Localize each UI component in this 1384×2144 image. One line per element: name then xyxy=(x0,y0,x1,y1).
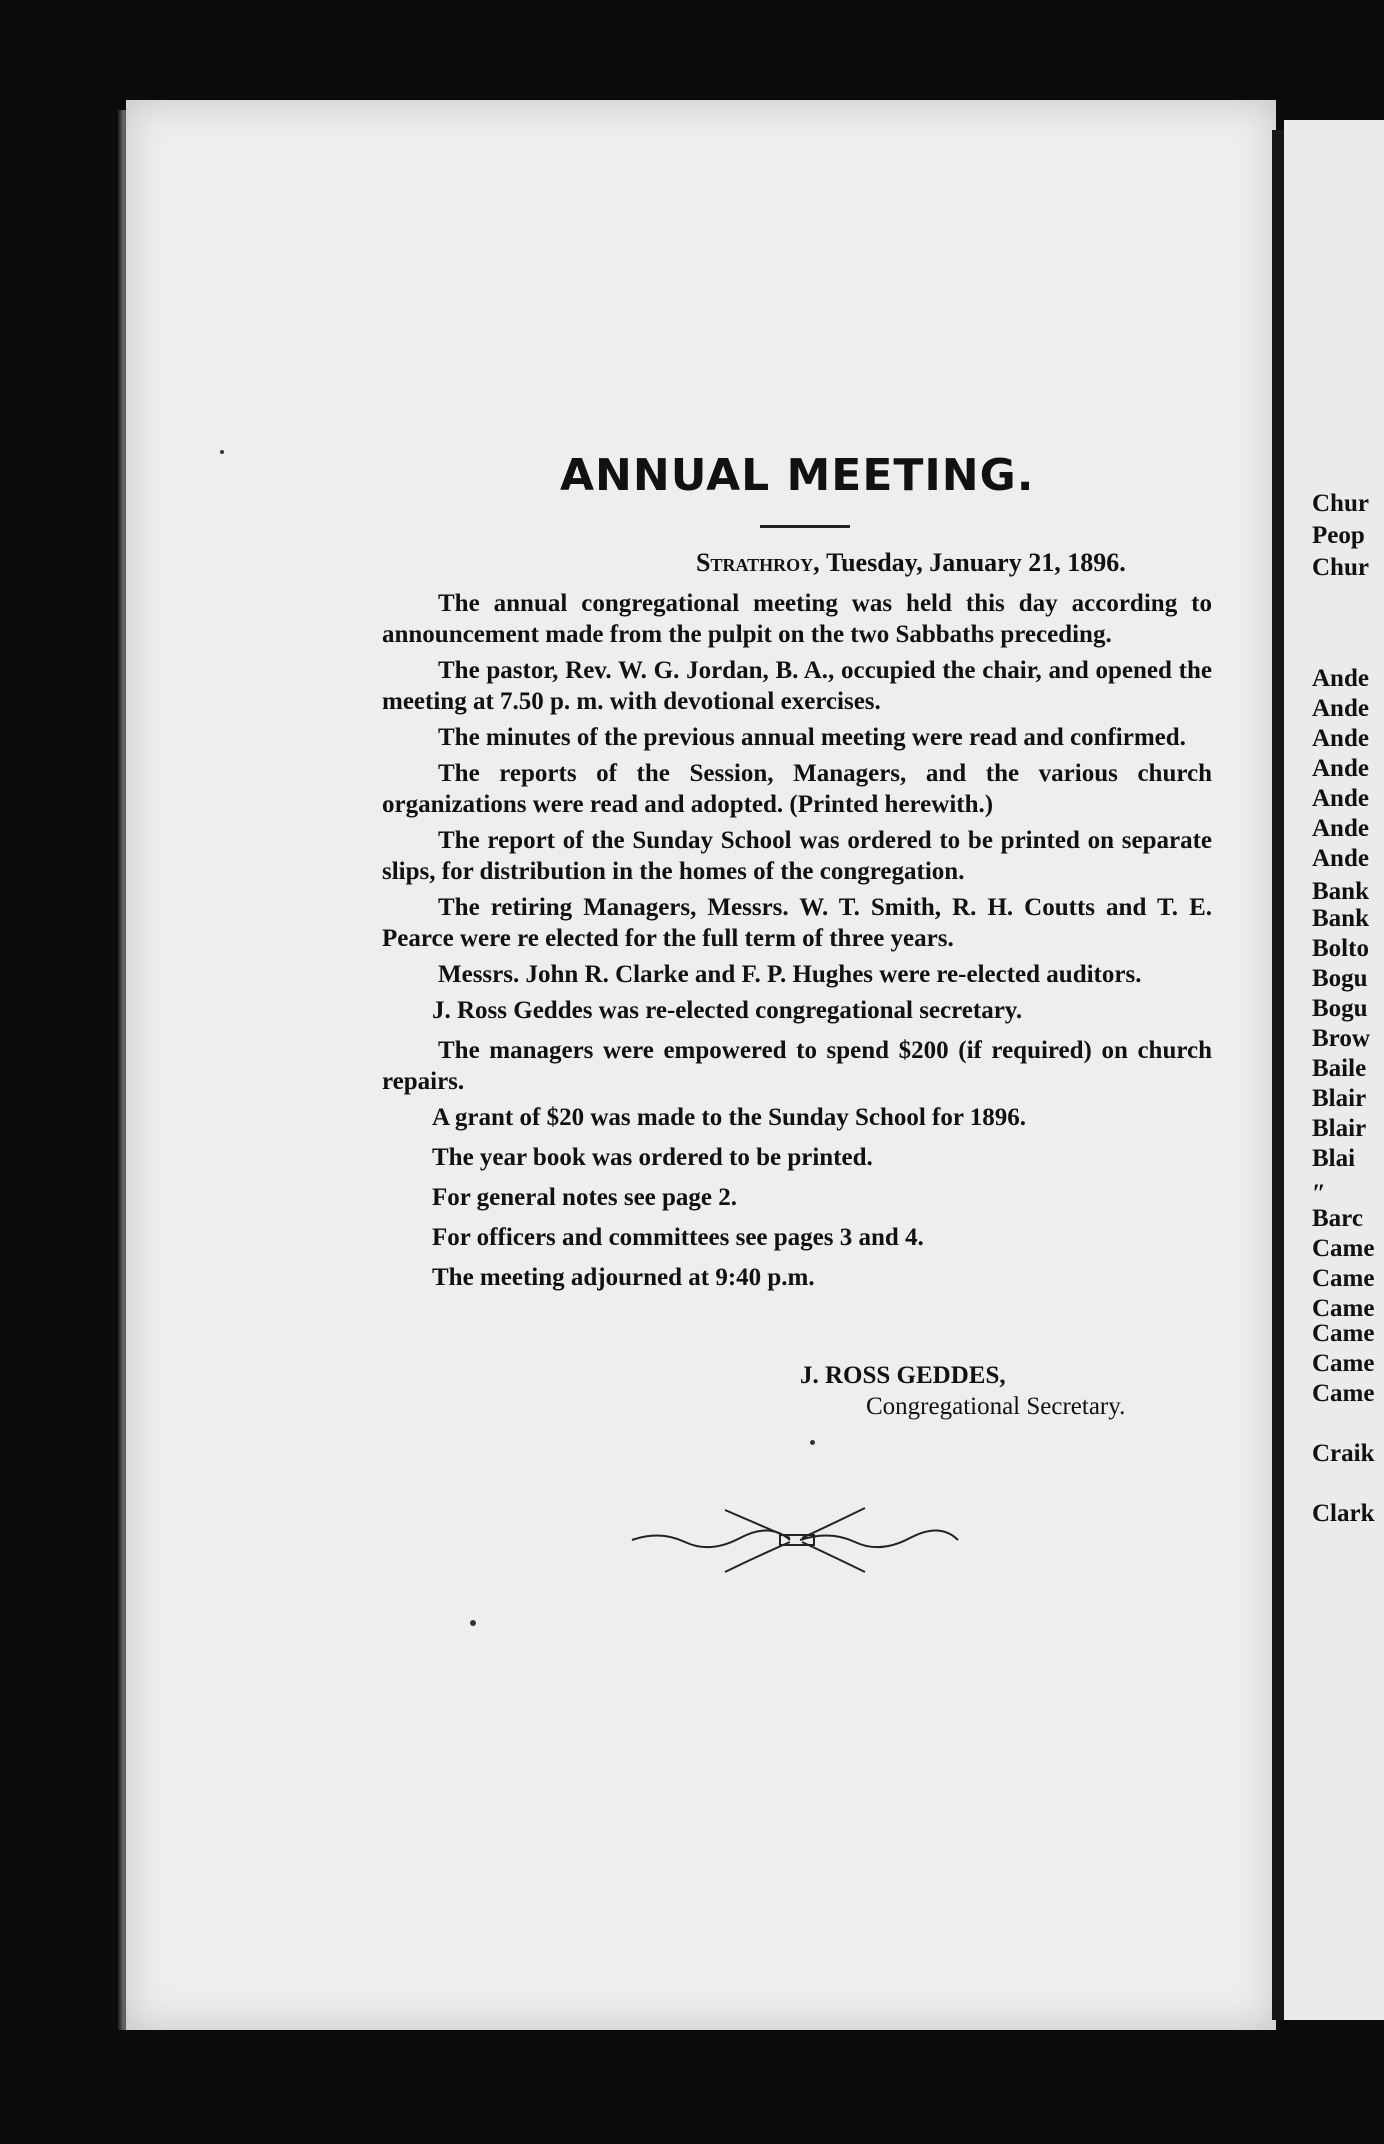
facing-page-line: Ande xyxy=(1312,845,1369,872)
facing-page-line: Blai xyxy=(1312,1145,1356,1172)
facing-page-line: Barc xyxy=(1312,1205,1363,1232)
minute-line: J. Ross Geddes was re-elected congregational secretary. xyxy=(432,997,1023,1024)
facing-page-line: Baile xyxy=(1312,1055,1367,1082)
facing-page-line: Chur xyxy=(1312,490,1369,517)
facing-page-line: Came xyxy=(1312,1380,1375,1407)
title-rule xyxy=(760,525,850,528)
facing-page-line: ″ xyxy=(1312,1180,1326,1207)
minute-line: A grant of $20 was made to the Sunday School for 1896. xyxy=(432,1104,1027,1131)
facing-page-line: Clark xyxy=(1312,1500,1375,1527)
facing-page-line: Bank xyxy=(1312,905,1369,932)
signature-name: J. ROSS GEDDES, xyxy=(800,1362,1006,1389)
minute-line: For officers and committees see pages 3 and 4. xyxy=(432,1224,924,1251)
facing-page-line: Craik xyxy=(1312,1440,1375,1467)
minutes-body xyxy=(382,588,1212,1302)
book-gutter xyxy=(1272,130,1284,2020)
minute-line: For general notes see page 2. xyxy=(432,1184,738,1211)
dateline-place: Strathroy, xyxy=(696,548,820,577)
signature-title: Congregational Secretary. xyxy=(866,1393,1126,1420)
facing-page-line: Came xyxy=(1312,1265,1375,1292)
dateline xyxy=(696,548,1216,578)
paragraph: The pastor, Rev. W. G. Jordan, B. A., occupied the chair, and opened the meeting at 7.50 p. m. with devotional exercises. xyxy=(382,657,1212,715)
facing-page-line: Ande xyxy=(1312,695,1369,722)
facing-page-line: Came xyxy=(1312,1235,1375,1262)
paper-speck xyxy=(470,1620,476,1626)
paragraph: The minutes of the previous annual meeting were read and confirmed. xyxy=(438,724,1186,751)
facing-page-line: Came xyxy=(1312,1320,1375,1347)
facing-page-line: Blair xyxy=(1312,1115,1367,1142)
facing-page-line: Bogu xyxy=(1312,965,1368,992)
facing-page-line: Ande xyxy=(1312,815,1369,842)
dateline-date: Tuesday, January 21, 1896. xyxy=(826,548,1126,577)
paragraph: The retiring Managers, Messrs. W. T. Smith, R. H. Coutts and T. E. Pearce were re elected for the full term of three years. xyxy=(382,894,1212,952)
facing-page-line: Brow xyxy=(1312,1025,1370,1052)
facing-page-line: Bank xyxy=(1312,878,1369,905)
minute-line: The year book was ordered to be printed. xyxy=(432,1144,873,1171)
paper-speck xyxy=(220,450,224,454)
facing-page-line: Bolto xyxy=(1312,935,1369,962)
facing-page-line: Blair xyxy=(1312,1085,1367,1112)
facing-page-line: Ande xyxy=(1312,785,1369,812)
facing-page-line: Ande xyxy=(1312,665,1369,692)
facing-page-line: Bogu xyxy=(1312,995,1368,1022)
facing-page-line: Ande xyxy=(1312,755,1369,782)
ornament-flourish xyxy=(630,1500,960,1580)
facing-page-line: Came xyxy=(1312,1295,1375,1322)
facing-page-line: Peop xyxy=(1312,522,1365,549)
paragraph: The report of the Sunday School was ordered to be printed on separate slips, for distribution in the homes of the congregation. xyxy=(382,827,1212,885)
paragraph: The reports of the Session, Managers, and the various church organizations were read and adopted. (Printed herewith.) xyxy=(382,760,1212,818)
paper-speck xyxy=(810,1440,815,1445)
paragraph: Messrs. John R. Clarke and F. P. Hughes were re-elected auditors. xyxy=(438,961,1142,988)
facing-page-line: Ande xyxy=(1312,725,1369,752)
facing-page-line: Chur xyxy=(1312,554,1369,581)
signature-block xyxy=(790,1360,1220,1422)
paragraph: The managers were empowered to spend $200 (if required) on church repairs. xyxy=(382,1037,1212,1095)
facing-page xyxy=(1284,120,1384,2020)
facing-page-line: Came xyxy=(1312,1350,1375,1377)
paragraph: The annual congregational meeting was held this day according to announcement made from the pulpit on the two Sabbaths preceding. xyxy=(382,590,1212,648)
page-title: ANNUAL MEETING. xyxy=(560,450,1035,501)
minute-line: The meeting adjourned at 9:40 p.m. xyxy=(432,1264,815,1291)
